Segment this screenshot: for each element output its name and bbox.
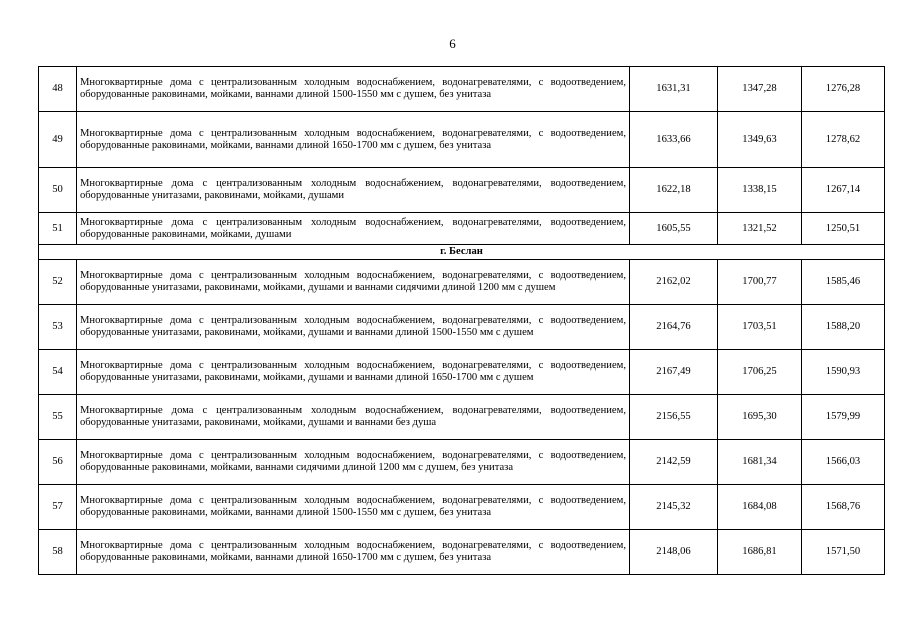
row-number: 51 bbox=[39, 213, 77, 245]
value-col-3: 1250,51 bbox=[802, 213, 885, 245]
row-description: Многоквартирные дома с централизованным холодным водоснабжением, водонагревателями, с водоотведением, оборудованные раковинами, мойками, ваннами сидячими длиной 1200 мм с душем, без унитаза bbox=[77, 440, 630, 485]
row-description: Многоквартирные дома с централизованным холодным водоснабжением, водонагревателями, с водоотведением, оборудованные унитазами, раковинами, мойками, душами и ваннами сидячими длиной 1200 мм с душем bbox=[77, 260, 630, 305]
value-col-3: 1568,76 bbox=[802, 485, 885, 530]
section-title: г. Беслан bbox=[39, 245, 885, 260]
tariff-table bbox=[38, 66, 885, 575]
table-row bbox=[39, 395, 885, 440]
table-row bbox=[39, 112, 885, 168]
value-col-3: 1276,28 bbox=[802, 67, 885, 112]
row-description: Многоквартирные дома с централизованным холодным водоснабжением, водонагревателями, водоотведением, оборудованные унитазами, раковинами, мойками, душами bbox=[77, 168, 630, 213]
table-row bbox=[39, 350, 885, 395]
value-col-1: 1633,66 bbox=[630, 112, 718, 168]
value-col-3: 1278,62 bbox=[802, 112, 885, 168]
table-row bbox=[39, 305, 885, 350]
row-description: Многоквартирные дома с централизованным холодным водоснабжением, водонагревателями, с водоотведением, оборудованные раковинами, мойками, ваннами длиной 1500-1550 мм с душем, без унитаза bbox=[77, 67, 630, 112]
value-col-2: 1347,28 bbox=[718, 67, 802, 112]
value-col-2: 1321,52 bbox=[718, 213, 802, 245]
page-number: 6 bbox=[449, 36, 456, 51]
table-row bbox=[39, 440, 885, 485]
value-col-1: 1605,55 bbox=[630, 213, 718, 245]
row-description: Многоквартирные дома с централизованным холодным водоснабжением, водонагревателями, с водоотведением, оборудованные раковинами, мойками, ваннами длиной 1500-1550 мм с душем, без унитаза bbox=[77, 485, 630, 530]
row-description: Многоквартирные дома с централизованным холодным водоснабжением, водонагревателями, с водоотведением, оборудованные раковинами, мойками, ваннами длиной 1650-1700 мм с душем, без унитаза bbox=[77, 112, 630, 168]
value-col-3: 1588,20 bbox=[802, 305, 885, 350]
value-col-2: 1700,77 bbox=[718, 260, 802, 305]
table-row bbox=[39, 213, 885, 245]
row-number: 52 bbox=[39, 260, 77, 305]
row-description: Многоквартирные дома с централизованным холодным водоснабжением, водонагревателями, водоотведением, оборудованные раковинами, мойками, душами bbox=[77, 213, 630, 245]
row-number: 53 bbox=[39, 305, 77, 350]
table-row bbox=[39, 168, 885, 213]
value-col-3: 1571,50 bbox=[802, 530, 885, 575]
table-body-bottom bbox=[39, 260, 885, 575]
value-col-2: 1684,08 bbox=[718, 485, 802, 530]
table-row bbox=[39, 530, 885, 575]
section-header-row bbox=[39, 245, 885, 260]
value-col-1: 1631,31 bbox=[630, 67, 718, 112]
value-col-2: 1695,30 bbox=[718, 395, 802, 440]
value-col-2: 1338,15 bbox=[718, 168, 802, 213]
row-number: 56 bbox=[39, 440, 77, 485]
value-col-1: 2164,76 bbox=[630, 305, 718, 350]
table-row bbox=[39, 485, 885, 530]
row-description: Многоквартирные дома с централизованным холодным водоснабжением, водонагревателями, с водоотведением, оборудованные раковинами, мойками, ваннами длиной 1650-1700 мм с душем, без унитаза bbox=[77, 530, 630, 575]
value-col-3: 1585,46 bbox=[802, 260, 885, 305]
row-number: 50 bbox=[39, 168, 77, 213]
value-col-1: 2167,49 bbox=[630, 350, 718, 395]
value-col-1: 2156,55 bbox=[630, 395, 718, 440]
value-col-1: 2145,32 bbox=[630, 485, 718, 530]
row-description: Многоквартирные дома с централизованным холодным водоснабжением, водонагревателями, с водоотведением, оборудованные унитазами, раковинами, мойками, душами и ваннами длиной 1650-1700 мм с душем bbox=[77, 350, 630, 395]
table-body-top bbox=[39, 67, 885, 260]
value-col-1: 2142,59 bbox=[630, 440, 718, 485]
row-description: Многоквартирные дома с централизованным холодным водоснабжением, водонагревателями, с водоотведением, оборудованные унитазами, раковинами, мойками, душами и ваннами длиной 1500-1550 мм с душем bbox=[77, 305, 630, 350]
value-col-2: 1686,81 bbox=[718, 530, 802, 575]
row-number: 48 bbox=[39, 67, 77, 112]
row-number: 49 bbox=[39, 112, 77, 168]
row-number: 54 bbox=[39, 350, 77, 395]
value-col-2: 1681,34 bbox=[718, 440, 802, 485]
value-col-1: 1622,18 bbox=[630, 168, 718, 213]
row-number: 57 bbox=[39, 485, 77, 530]
table-row bbox=[39, 67, 885, 112]
value-col-3: 1590,93 bbox=[802, 350, 885, 395]
row-description: Многоквартирные дома с централизованным холодным водоснабжением, водонагревателями, водоотведением, оборудованные унитазами, раковинами, мойками, душами и ваннами без душа bbox=[77, 395, 630, 440]
value-col-3: 1267,14 bbox=[802, 168, 885, 213]
value-col-2: 1703,51 bbox=[718, 305, 802, 350]
value-col-3: 1579,99 bbox=[802, 395, 885, 440]
value-col-1: 2162,02 bbox=[630, 260, 718, 305]
value-col-2: 1349,63 bbox=[718, 112, 802, 168]
value-col-2: 1706,25 bbox=[718, 350, 802, 395]
value-col-3: 1566,03 bbox=[802, 440, 885, 485]
row-number: 58 bbox=[39, 530, 77, 575]
row-number: 55 bbox=[39, 395, 77, 440]
value-col-1: 2148,06 bbox=[630, 530, 718, 575]
table-row bbox=[39, 260, 885, 305]
